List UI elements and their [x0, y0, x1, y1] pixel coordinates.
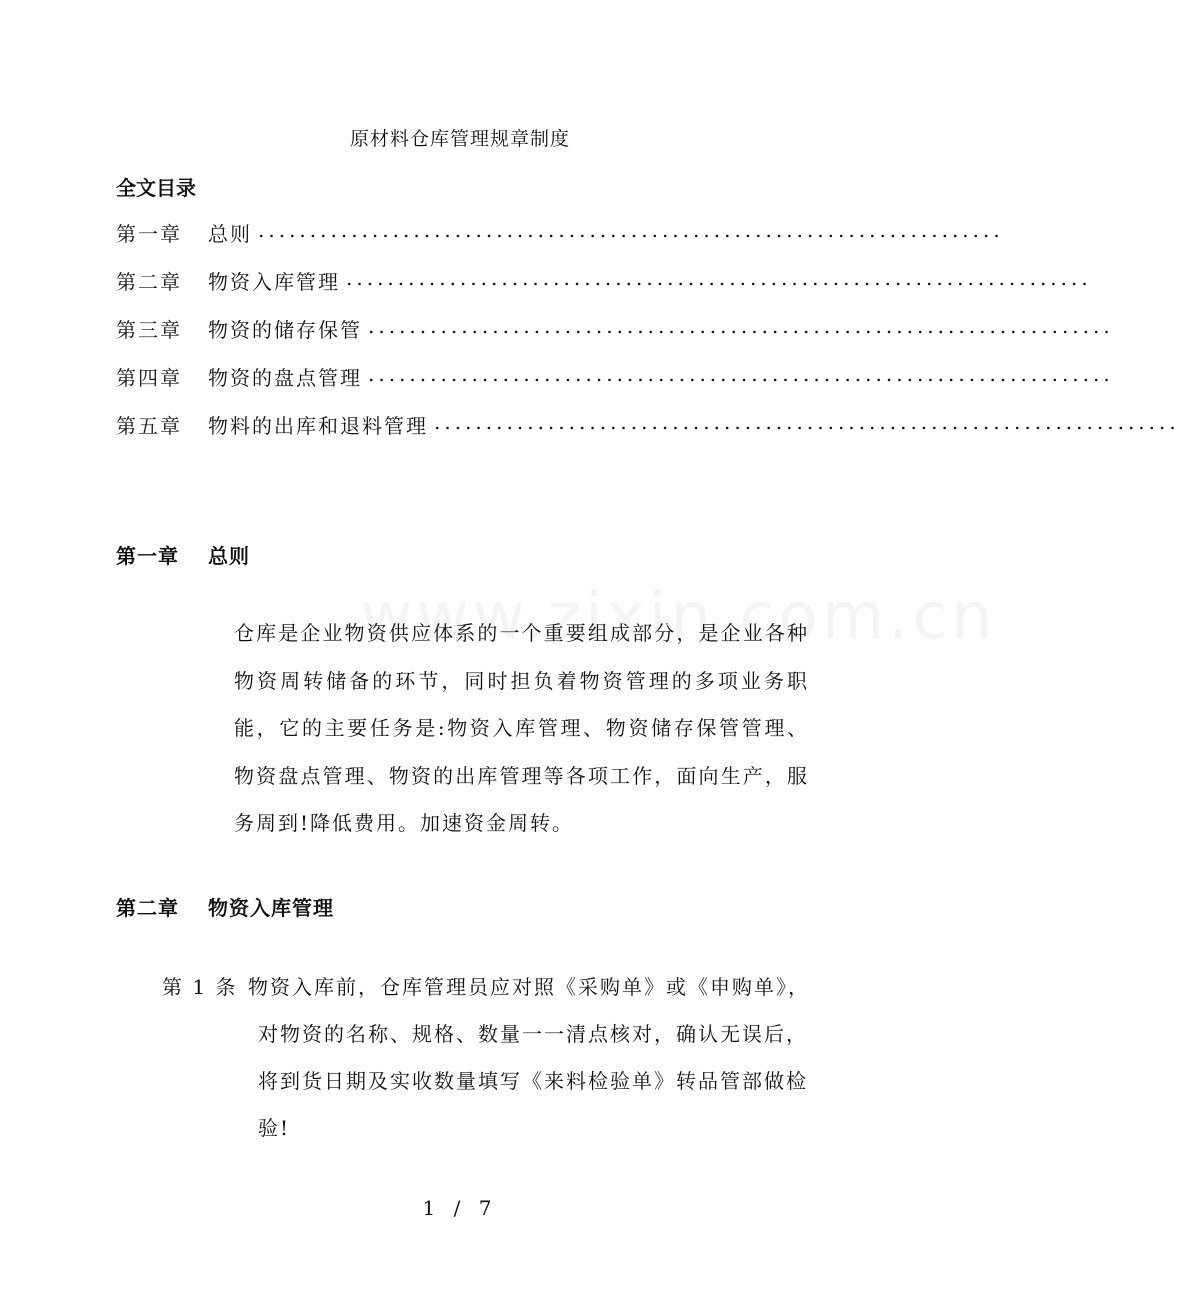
article-number: 第 1 条	[162, 975, 238, 999]
toc-chapter-name: 物资的储存保管	[208, 318, 362, 342]
toc-heading: 全文目录	[116, 176, 196, 200]
toc-item-chapter-1[interactable]	[116, 218, 1004, 266]
chapter-title: 物资入库管理	[208, 896, 334, 920]
toc-leader-dots: ........................................................................	[368, 314, 1114, 338]
chapter-2-heading	[116, 892, 334, 921]
article-1	[162, 964, 812, 1152]
toc-item-chapter-3[interactable]	[116, 314, 1114, 362]
toc-chapter-name: 物资的盘点管理	[208, 366, 362, 390]
chapter-1-heading	[116, 540, 250, 569]
toc-chapter-name: 物料的出库和退料管理	[208, 414, 428, 438]
page-number: 1 / 7	[422, 1196, 498, 1220]
toc-leader-dots: ........................................................................	[434, 410, 1180, 434]
toc-chapter-number: 第三章	[116, 318, 182, 342]
toc-chapter-name: 总则	[208, 222, 252, 246]
table-of-contents	[116, 218, 1180, 458]
toc-leader-dots: ........................................................................	[258, 218, 1004, 242]
toc-item-chapter-4[interactable]	[116, 362, 1114, 410]
chapter-number: 第二章	[116, 896, 179, 920]
chapter-1-body: 仓库是企业物资供应体系的一个重要组成部分，是企业各种物资周转储备的环节，同时担负着物资管理的多项业务职能，它的主要任务是:物资入库管理、物资储存保管管理、物资盘点管理、物资的出库管理等各项工作，面向生产，服务周到!降低费用。加速资金周转。	[234, 621, 809, 835]
toc-chapter-name: 物资入库管理	[208, 270, 340, 294]
chapter-title: 总则	[208, 544, 250, 568]
toc-chapter-number: 第一章	[116, 222, 182, 246]
document-title: 原材料仓库管理规章制度	[349, 128, 570, 150]
article-text: 物资入库前，仓库管理员应对照《采购单》或《申购单》，对物资的名称、规格、数量一一清点核对，确认无误后，将到货日期及实收数量填写《来料检验单》转品管部做检验!	[248, 975, 810, 1140]
toc-chapter-number: 第二章	[116, 270, 182, 294]
toc-item-chapter-5[interactable]	[116, 410, 1180, 458]
toc-leader-dots: ........................................................................	[368, 362, 1114, 386]
toc-chapter-number: 第五章	[116, 414, 182, 438]
chapter-number: 第一章	[116, 544, 179, 568]
toc-leader-dots: ........................................................................	[346, 266, 1092, 290]
toc-chapter-number: 第四章	[116, 366, 182, 390]
toc-item-chapter-2[interactable]	[116, 266, 1092, 314]
